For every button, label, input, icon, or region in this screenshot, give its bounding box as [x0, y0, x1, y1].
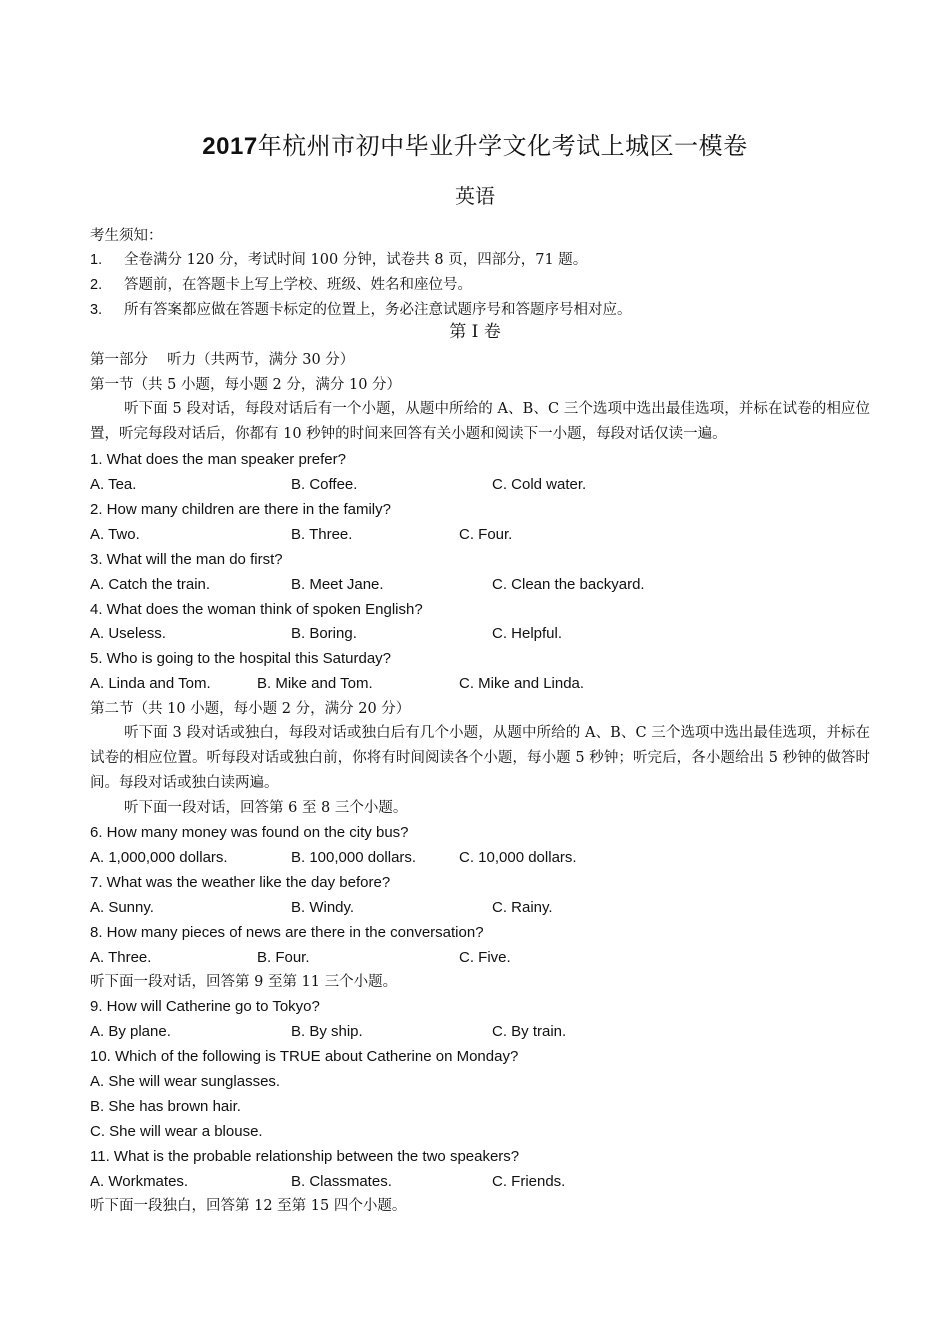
answer-option: A. She will wear sunglasses.	[90, 1073, 281, 1090]
part-heading: 第一部分 听力（共两节，满分 30 分）	[90, 352, 355, 368]
answer-option: B. Meet Jane.	[291, 576, 384, 593]
answer-option: C. Friends.	[492, 1173, 566, 1190]
listening-note: 听下面一段独白，回答第 12 至第 15 四个小题。	[90, 1198, 407, 1214]
question-text: 5. Who is going to the hospital this Saturday?	[90, 650, 392, 667]
question-text: 9. How will Catherine go to Tokyo?	[90, 998, 320, 1015]
answer-option: B. 100,000 dollars.	[291, 849, 417, 866]
volume-heading: 第 I 卷	[449, 322, 501, 342]
answer-option: B. She has brown hair.	[90, 1098, 241, 1115]
listening-note: 听下面一段对话，回答第 9 至第 11 三个小题。	[90, 974, 398, 990]
question-text: 6. How many money was found on the city bus?	[90, 824, 409, 841]
answer-option: A. Useless.	[90, 625, 166, 642]
question-text: 10. Which of the following is TRUE about Catherine on Monday?	[90, 1048, 519, 1065]
question-text: 7. What was the weather like the day before?	[90, 874, 391, 891]
answer-option: A. Two.	[90, 526, 140, 543]
notice-item: 3. 所有答案都应做在答题卡标定的位置上，务必注意试题序号和答题序号相对应。	[90, 302, 632, 318]
answer-option: C. Cold water.	[492, 476, 587, 493]
answer-option: C. By train.	[492, 1023, 567, 1040]
notice-heading: 考生须知：	[90, 228, 163, 244]
answer-option: A. Three.	[90, 949, 152, 966]
answer-option: A. Sunny.	[90, 899, 154, 916]
answer-option: C. Clean the backyard.	[492, 576, 645, 593]
section-instruction: 听下面 3 段对话或独白，每段对话或独白后有几个小题，从题中所给的 A、B、C 三个选项中选出最佳选项，并标在试卷的相应位置。听每段对话或独白前，你将有时间阅读各个小题，每小题 5 秒钟；听完后，各小题给出 5 秒钟的做答时间。每段对话或独白读两遍。	[90, 725, 870, 791]
answer-option: A. Workmates.	[90, 1173, 189, 1190]
answer-option: C. Mike and Linda.	[459, 675, 585, 692]
answer-option: B. Windy.	[291, 899, 355, 916]
answer-option: C. Rainy.	[492, 899, 553, 916]
exam-title-year: 2017	[202, 133, 258, 160]
section-heading: 第二节（共 10 小题，每小题 2 分，满分 20 分）	[90, 701, 411, 717]
answer-option: B. Four.	[257, 949, 310, 966]
answer-option: C. Helpful.	[492, 625, 563, 642]
answer-option: B. Mike and Tom.	[257, 675, 373, 692]
answer-option: B. Classmates.	[291, 1173, 392, 1190]
answer-option: A. Linda and Tom.	[90, 675, 211, 692]
section-heading: 第一节（共 5 小题，每小题 2 分，满分 10 分）	[90, 377, 402, 393]
subject-heading: 英语	[455, 184, 495, 208]
answer-option: C. She will wear a blouse.	[90, 1123, 263, 1140]
answer-option: C. Four.	[459, 526, 513, 543]
notice-item: 1. 全卷满分 120 分，考试时间 100 分钟，试卷共 8 页，四部分，71 题。	[90, 252, 588, 268]
exam-title	[0, 126, 950, 161]
answer-option: C. Five.	[459, 949, 511, 966]
answer-option: A. Catch the train.	[90, 576, 211, 593]
answer-option: A. By plane.	[90, 1023, 171, 1040]
section-instruction: 听下面 5 段对话，每段对话后有一个小题，从题中所给的 A、B、C 三个选项中选出最佳选项，并标在试卷的相应位置，听完每段对话后，你都有 10 秒钟的时间来回答有关小题和阅读下一小题，每段对话仅读一遍。	[90, 401, 870, 442]
listening-note: 听下面一段对话，回答第 6 至 8 三个小题。	[124, 800, 408, 816]
answer-option: C. 10,000 dollars.	[459, 849, 577, 866]
question-text: 2. How many children are there in the family?	[90, 501, 391, 518]
answer-option: A. Tea.	[90, 476, 137, 493]
question-text: 3. What will the man do first?	[90, 551, 283, 568]
question-text: 1. What does the man speaker prefer?	[90, 451, 346, 468]
notice-item: 2. 答题前，在答题卡上写上学校、班级、姓名和座位号。	[90, 277, 472, 293]
question-text: 4. What does the woman think of spoken English?	[90, 601, 423, 618]
answer-option: B. Coffee.	[291, 476, 358, 493]
answer-option: A. 1,000,000 dollars.	[90, 849, 228, 866]
answer-option: B. By ship.	[291, 1023, 363, 1040]
question-text: 8. How many pieces of news are there in the conversation?	[90, 924, 484, 941]
answer-option: B. Boring.	[291, 625, 357, 642]
answer-option: B. Three.	[291, 526, 353, 543]
exam-title-text: 年杭州市初中毕业升学文化考试上城区一模卷	[257, 132, 748, 160]
question-text: 11. What is the probable relationship between the two speakers?	[90, 1148, 520, 1165]
